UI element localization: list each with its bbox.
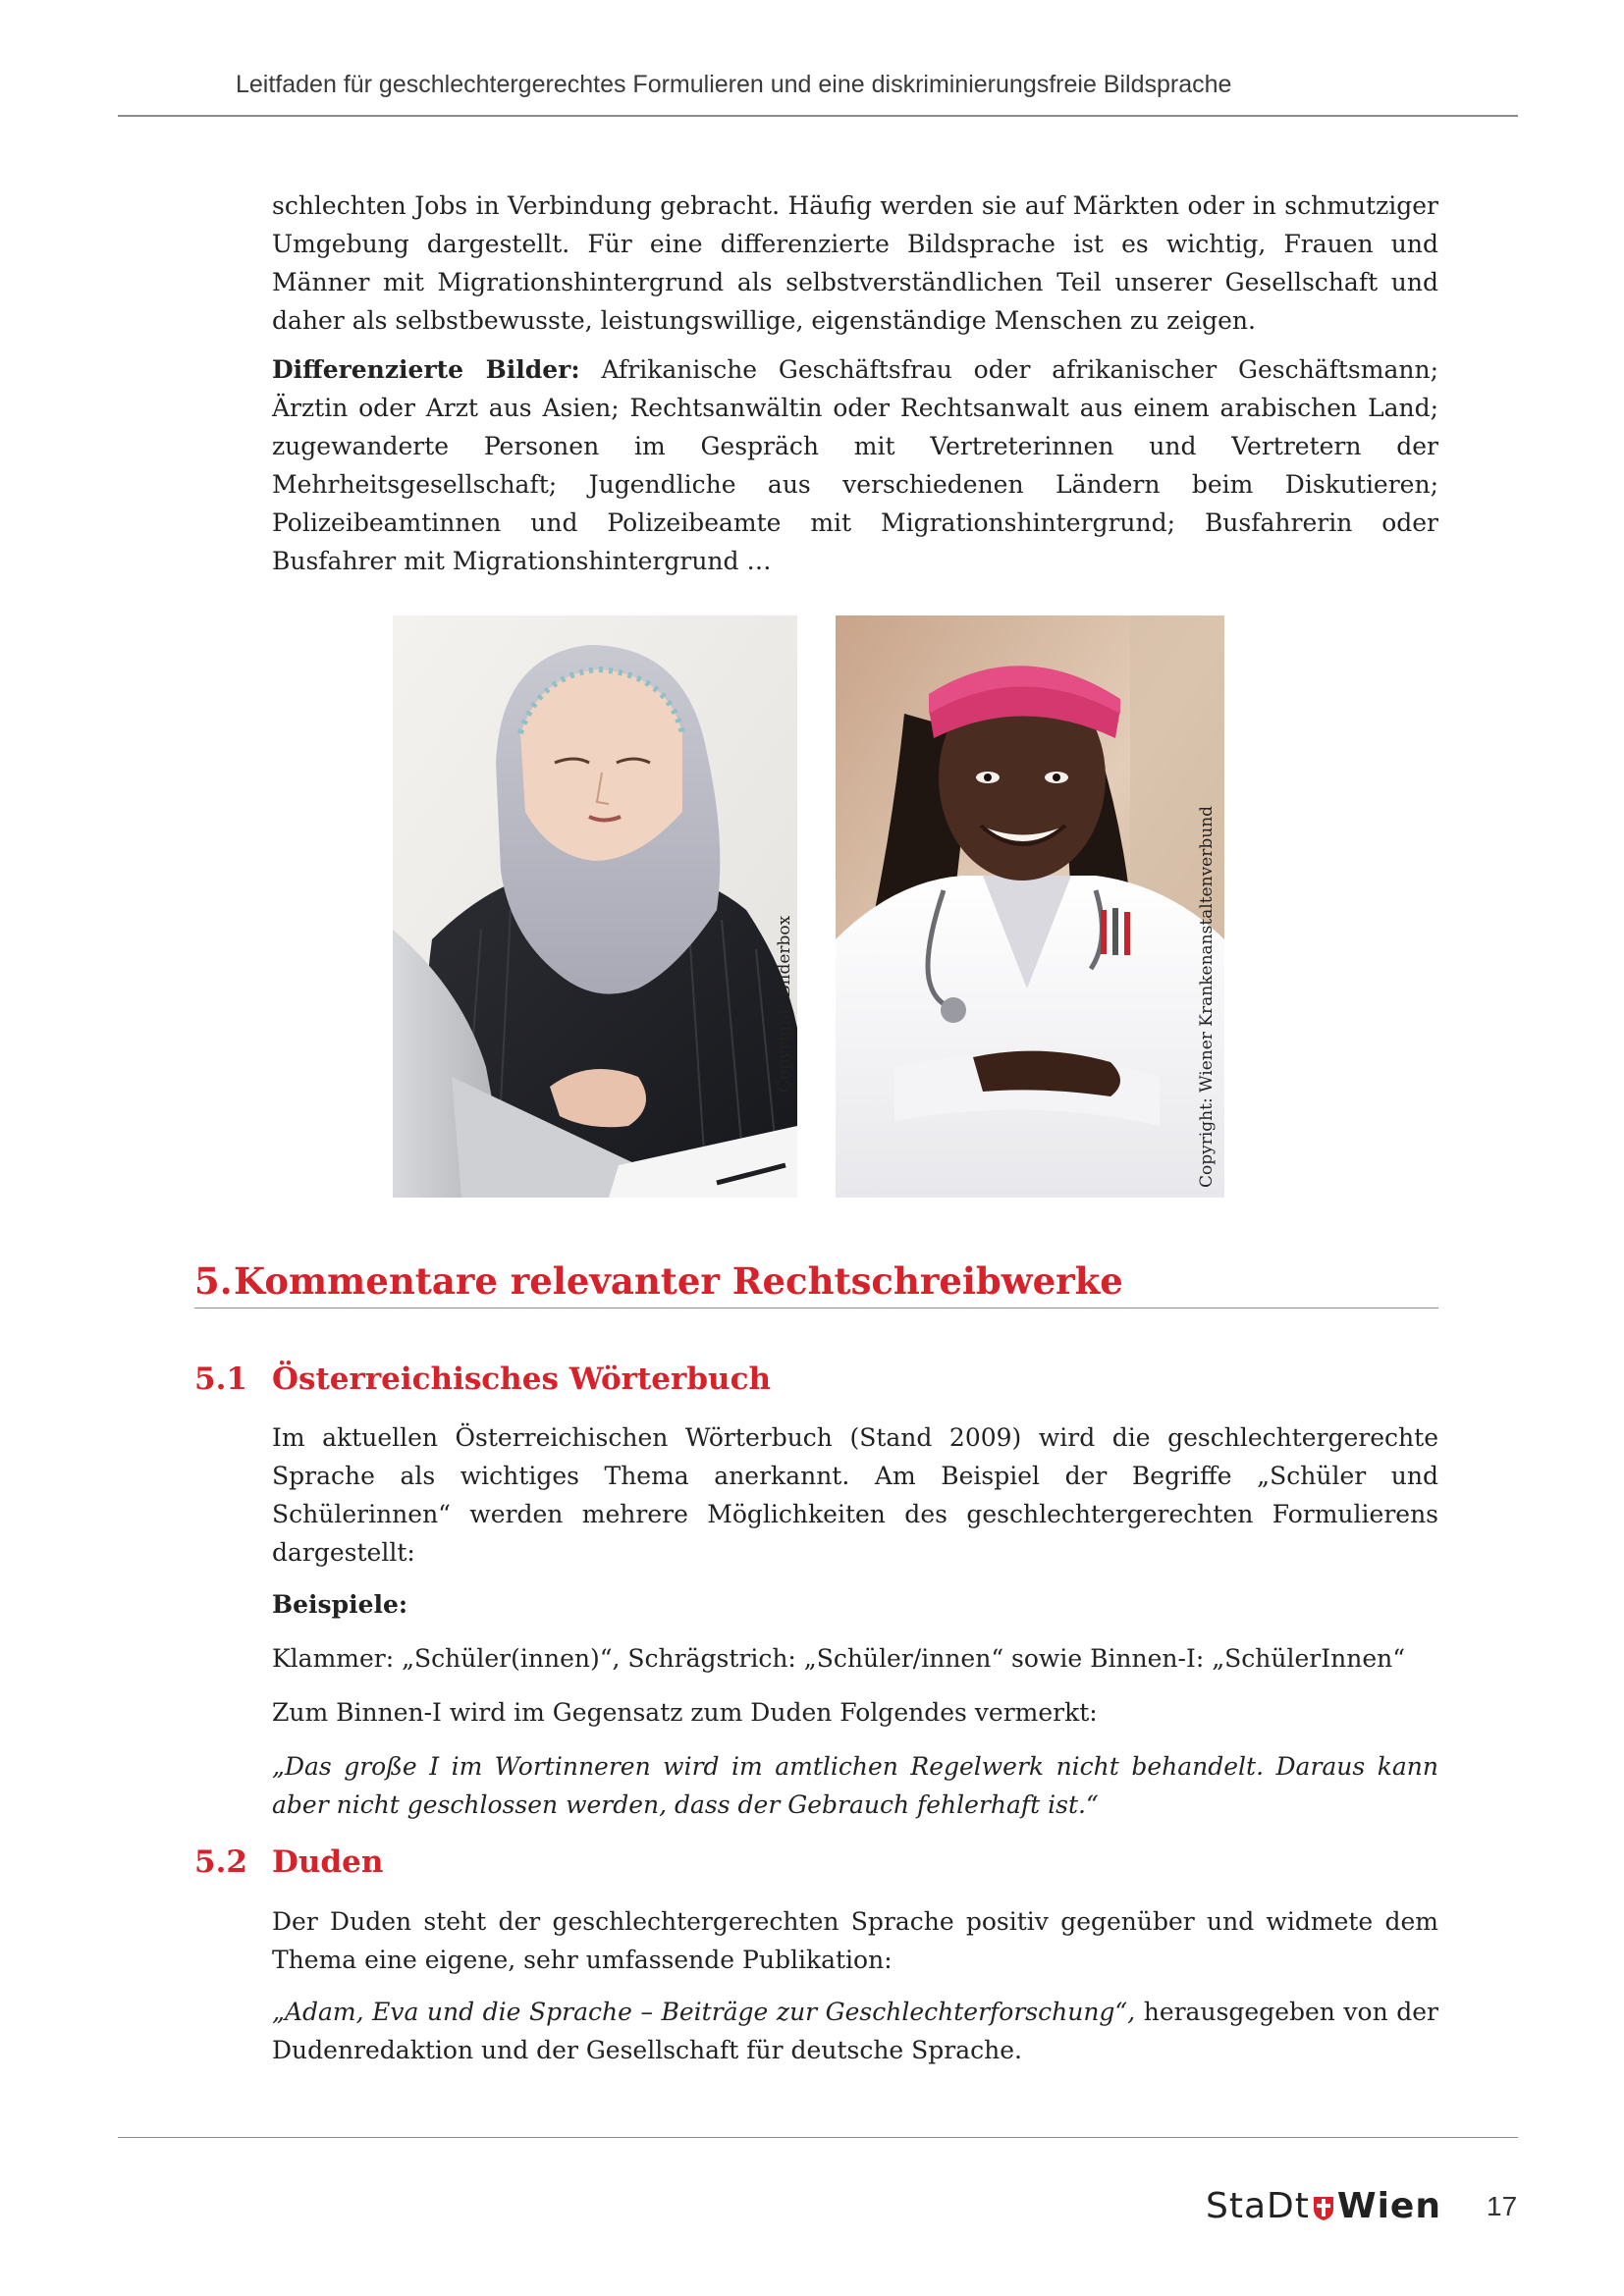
- section-5-2-body: [272, 1902, 1438, 2069]
- intro-paragraph: schlechten Jobs in Verbindung gebracht. Häufig werden sie auf Märkten oder in schmutziger Umgebung dargestellt. Für eine differenzierte Bildsprache ist es wichtig, Frauen und Männer mit Migrationshintergrund als selbstverständlichen Teil unserer Gesellschaft und daher als selbstbewusste, leistungswillige, eigenständige Menschen zu zeigen.: [272, 191, 1438, 335]
- section-5-number: 5.: [194, 1259, 233, 1303]
- section-5-1-heading: [194, 1362, 771, 1397]
- beispiele-label-line: [272, 1585, 1438, 1624]
- section-5-2-paragraph: Der Duden steht der geschlechtergerechten Sprache positiv gegenüber und widmete dem Thema eine eigene, sehr umfassende Publikation:: [272, 1907, 1438, 1974]
- right-photo-copyright: Copyright: Wiener Krankenanstaltenverbund: [1197, 805, 1217, 1188]
- section-5-heading: [194, 1259, 1123, 1303]
- duden-publication-title: „Adam, Eva und die Sprache – Beiträge zur Geschlechterforschung“,: [272, 1998, 1136, 2026]
- section-5-2-heading: [194, 1844, 383, 1880]
- section-5-title: Kommentare relevanter Rechtschreibwerke: [234, 1259, 1123, 1303]
- duden-publication-rest: herausgegeben von der Dudenredaktion und der Gesellschaft für deutsche Sprache.: [272, 1998, 1439, 2064]
- page-number: 17: [1487, 2191, 1518, 2221]
- duden-publication-line: [272, 1993, 1438, 2069]
- left-photo-copyright: Copyright: Bilderbox: [775, 915, 794, 1093]
- section-5-2-title: Duden: [272, 1844, 384, 1880]
- footer-rule: [118, 2137, 1518, 2138]
- photo-doctor-woman: [836, 615, 1224, 1198]
- differenzierte-bilder-label: Differenzierte Bilder:: [272, 355, 580, 384]
- photo-woman-headscarf-laptop: [393, 615, 797, 1198]
- wien-wordmark: Wien: [1336, 2186, 1441, 2226]
- beispiele-text: Klammer: „Schüler(innen)“, Schrägstrich: „Schüler/innen“ sowie Binnen-I: „SchülerInnen“: [272, 1644, 1406, 1673]
- binnen-i-quote-text: „Das große I im Wortinneren wird im amtlichen Regelwerk nicht behandelt. Daraus kann aber nicht geschlossen werden, dass der Gebrauch fehlerhaft ist.“: [272, 1752, 1438, 1819]
- differenzierte-bilder-text: Afrikanische Geschäftsfrau oder afrikanischer Geschäftsmann; Ärztin oder Arzt aus Asien; Rechtsanwältin oder Rechtsanwalt aus einem arabischen Land; zugewanderte Personen im Gespräch mit Vertreterinnen und Vertretern der Mehrheitsgesellschaft; Jugendliche aus verschiedenen Ländern beim Diskutieren; Polizeibeamtinnen und Polizeibeamte mit Migrationshintergrund; Busfahrerin oder Busfahrer mit Migrationshintergrund …: [272, 355, 1438, 575]
- binnen-i-quote: [272, 1747, 1438, 1824]
- vienna-shield-icon: [1313, 2190, 1334, 2230]
- section-5-1-body: [272, 1418, 1438, 1824]
- section-5-1-number: 5.1: [194, 1362, 247, 1397]
- section-5-2-number: 5.2: [194, 1844, 247, 1880]
- binnen-i-note: Zum Binnen-I wird im Gegensatz zum Duden Folgendes vermerkt:: [272, 1698, 1098, 1727]
- stadt-wordmark: StaDt: [1206, 2186, 1310, 2226]
- section-5-1-paragraph: Im aktuellen Österreichischen Wörterbuch (Stand 2009) wird die geschlechtergerechte Sprache als wichtiges Thema anerkannt. Am Beispiel der Begriffe „Schüler und Schülerinnen“ werden mehrere Möglichkeiten des geschlechtergerechten Formulierens dargestellt:: [272, 1423, 1438, 1567]
- beispiele-label: Beispiele:: [272, 1590, 408, 1619]
- header-rule: [118, 115, 1518, 117]
- running-header-title: Leitfaden für geschlechtergerechtes Formulieren und eine diskriminierungsfreie Bildsprache: [236, 71, 1232, 98]
- intro-text-block: [272, 187, 1438, 580]
- section-5-1-title: Österreichisches Wörterbuch: [272, 1362, 771, 1397]
- differenzierte-bilder-paragraph: [272, 350, 1438, 580]
- stadt-wien-logo: [1206, 2186, 1441, 2230]
